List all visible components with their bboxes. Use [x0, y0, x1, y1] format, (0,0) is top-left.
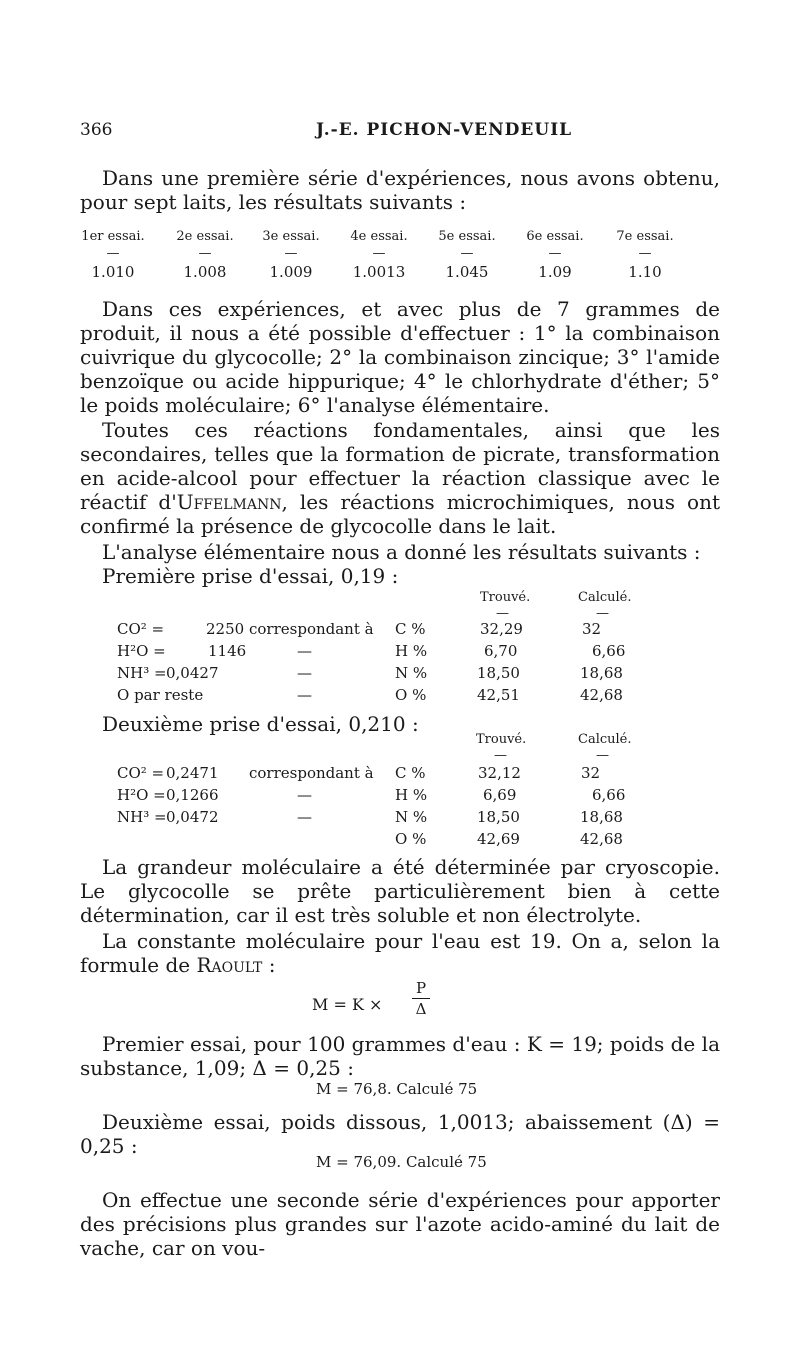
page-number: 366 — [80, 120, 113, 140]
essai-value: 1.045 — [445, 263, 489, 281]
calc-value: 18,68 — [580, 808, 623, 826]
compound: CO² = — [117, 764, 165, 782]
paragraph-premier-essai: Premier essai, pour 100 grammes d'eau : K = 19; poids de la substance, 1,09; Δ = 0,25 : — [80, 1032, 720, 1080]
raoult-formula — [312, 979, 452, 1035]
amount: 2250 — [206, 620, 245, 638]
essai-value: 1.008 — [183, 263, 227, 281]
raoult-text-b: : — [262, 953, 276, 977]
table-row — [0, 764, 800, 784]
essai-col — [510, 228, 600, 282]
compound: NH³ = — [117, 808, 167, 826]
found-value: 6,70 — [484, 642, 518, 660]
table2-found-header: Trouvé. — [476, 732, 527, 747]
essai-col — [160, 228, 250, 282]
amount: 0,0472 — [166, 808, 219, 826]
fraction-bar — [412, 998, 430, 999]
essai-label: 6e essai. — [526, 229, 584, 244]
found-value: 42,69 — [477, 830, 520, 848]
correspondence: — — [297, 686, 312, 704]
found-value: 32,12 — [478, 764, 521, 782]
compound: NH³ = — [117, 664, 167, 682]
table2-dash: — — [494, 748, 507, 763]
calc-value: 18,68 — [580, 664, 623, 682]
table1-dash: — — [596, 606, 609, 621]
table1-found-header: Trouvé. — [480, 590, 531, 605]
author-raoult: Raoult — [196, 953, 263, 977]
essai-dash: — — [548, 246, 562, 261]
correspondence: — — [297, 786, 312, 804]
paragraph-experiences: Dans ces expériences, et avec plus de 7 grammes de produit, il nous a été possible d'effectuer : 1° la combinaison cuivrique du glycocolle; 2° la combinaison zincique; 3° l'amide benzoïque ou acide hippurique; 4° le chlorhydrate d'éther; 5° le poids moléculaire; 6° l'analyse élémentaire. — [80, 297, 720, 417]
element: O % — [395, 830, 427, 848]
correspondence: — — [297, 664, 312, 682]
result-first-essai: M = 76,8. Calculé 75 — [316, 1080, 478, 1098]
second-sample-heading: Deuxième prise d'essai, 0,210 : — [102, 712, 419, 736]
amount: 0,1266 — [166, 786, 219, 804]
author-uffelmann: Uffelmann — [176, 490, 282, 514]
reactions-text-a: Toutes ces réactions fondamentales, ainsi que les secondaires, telles que la formation de picrate, transformation en acide-alcool pour effectuer la réaction classique avec le réactif d' — [80, 418, 720, 514]
compound: H²O = — [117, 642, 166, 660]
table-row — [0, 642, 800, 662]
table-row — [0, 808, 800, 828]
essai-dash: — — [106, 246, 120, 261]
element: N % — [395, 808, 428, 826]
essai-dash: — — [638, 246, 652, 261]
essai-col — [68, 228, 158, 282]
essai-label: 4e essai. — [350, 229, 408, 244]
element: N % — [395, 664, 428, 682]
element: C % — [395, 620, 426, 638]
amount: 1146 — [208, 642, 247, 660]
found-value: 18,50 — [477, 664, 520, 682]
found-value: 18,50 — [477, 808, 520, 826]
found-value: 32,29 — [480, 620, 523, 638]
table-row — [0, 786, 800, 806]
essai-dash: — — [198, 246, 212, 261]
table-row — [0, 620, 800, 640]
calc-value: 42,68 — [580, 830, 623, 848]
amount: 0,0427 — [166, 664, 219, 682]
essai-col — [422, 228, 512, 282]
essai-col — [334, 228, 424, 282]
essai-value: 1.010 — [91, 263, 135, 281]
running-title: J.-E. PICHON-VENDEUIL — [316, 120, 573, 140]
essai-value: 1.10 — [628, 263, 662, 281]
correspondence: — — [297, 808, 312, 826]
running-header — [80, 120, 720, 144]
essai-col — [246, 228, 336, 282]
element: O % — [395, 686, 427, 704]
table-row — [0, 830, 800, 850]
found-value: 42,51 — [477, 686, 520, 704]
calc-value: 42,68 — [580, 686, 623, 704]
correspondence: correspondant à — [249, 620, 374, 638]
element: H % — [395, 786, 428, 804]
result-second-essai: M = 76,09. Calculé 75 — [316, 1153, 487, 1171]
essai-dash: — — [284, 246, 298, 261]
compound: H²O = — [117, 786, 166, 804]
formula-left: M = K × — [312, 995, 383, 1014]
amount: 0,2471 — [166, 764, 219, 782]
paragraph-intro: Dans une première série d'expériences, nous avons obtenu, pour sept laits, les résultats suivants : — [80, 166, 720, 214]
correspondence: correspondant à — [249, 764, 374, 782]
table-row — [0, 686, 800, 706]
essai-dash: — — [372, 246, 386, 261]
found-value: 6,69 — [483, 786, 517, 804]
first-sample-heading: Première prise d'essai, 0,19 : — [102, 564, 399, 588]
calc-value: 6,66 — [592, 786, 626, 804]
formula-denominator: Δ — [415, 1000, 427, 1018]
correspondence: — — [297, 642, 312, 660]
essai-dash: — — [460, 246, 474, 261]
table1-dash: — — [496, 606, 509, 621]
paragraph-cryoscopie: La grandeur moléculaire a été déterminée par cryoscopie. Le glycocolle se prête particulièrement bien à cette détermination, car il est très soluble et non électrolyte. — [80, 855, 720, 927]
element: C % — [395, 764, 426, 782]
table-row — [0, 664, 800, 684]
table2-dash: — — [596, 748, 609, 763]
essai-label: 3e essai. — [262, 229, 320, 244]
paragraph-raoult — [80, 929, 720, 977]
essai-label: 7e essai. — [616, 229, 674, 244]
essai-results-row — [80, 228, 720, 288]
calc-value: 32 — [582, 620, 602, 638]
essai-label: 1er essai. — [81, 229, 145, 244]
essai-value: 1.009 — [269, 263, 313, 281]
essai-value: 1.0013 — [352, 263, 406, 281]
reactions-text-b: , les réactions microchimiques, nous ont confirmé la présence de glycocolle dans le lait. — [80, 490, 721, 538]
compound: CO² = — [117, 620, 165, 638]
table2-calc-header: Calculé. — [578, 732, 632, 747]
compound: O par reste — [117, 686, 204, 704]
table1-calc-header: Calculé. — [578, 590, 632, 605]
essai-value: 1.09 — [538, 263, 572, 281]
calc-value: 32 — [581, 764, 601, 782]
essai-col — [600, 228, 690, 282]
paragraph-seconde-serie: On effectue une seconde série d'expériences pour apporter des précisions plus grandes sur l'azote acido-aminé du lait de vache, car on vou- — [80, 1188, 720, 1260]
calc-value: 6,66 — [592, 642, 626, 660]
essai-label: 2e essai. — [176, 229, 234, 244]
formula-numerator: P — [415, 979, 427, 997]
paragraph-reactions — [80, 418, 720, 538]
paragraph-deuxieme-essai: Deuxième essai, poids dissous, 1,0013; abaissement (Δ) = 0,25 : — [80, 1110, 720, 1158]
paragraph-analyse: L'analyse élémentaire nous a donné les résultats suivants : — [102, 540, 701, 564]
element: H % — [395, 642, 428, 660]
formula-fraction — [412, 979, 430, 1018]
essai-label: 5e essai. — [438, 229, 496, 244]
raoult-text-a: La constante moléculaire pour l'eau est 19. On a, selon la formule de — [80, 929, 720, 977]
